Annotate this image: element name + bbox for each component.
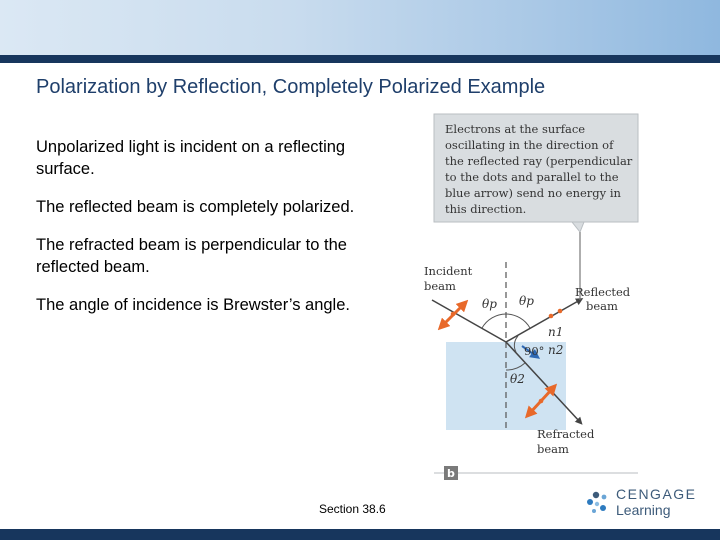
n2-label: n2: [548, 343, 564, 357]
logo-wordmark-line1: CENGAGE: [616, 486, 697, 502]
bullet-item: The reflected beam is completely polarized.: [36, 198, 355, 216]
n1-label: n1: [548, 325, 564, 339]
incident-polarization-dot: [451, 312, 456, 317]
callout-line: blue arrow) send no energy in: [445, 186, 621, 200]
callout-line: oscillating in the direction of: [445, 138, 614, 152]
refracted-polarization-dot: [539, 399, 544, 404]
reflected-polarization-dot: [558, 309, 563, 314]
reflected-beam-label: Reflected beam: [575, 285, 631, 313]
callout-line: Electrons at the surface: [445, 122, 586, 136]
bullet-item: The refracted beam is perpendicular to the reflected beam.: [36, 236, 347, 276]
callout-line: the reflected ray (perpendicular: [445, 154, 633, 168]
top-banner: [0, 0, 720, 55]
right-angle-label: 90°: [524, 344, 545, 358]
theta-p-right-label: θp: [519, 294, 534, 308]
bullet-list: [36, 136, 366, 332]
bottom-rule: [0, 529, 720, 540]
theta-p-reflected-arc: [506, 314, 530, 328]
theta-2-label: θ2: [510, 372, 525, 386]
section-label: Section 38.6: [319, 502, 386, 516]
logo-wordmark-line2: Learning: [616, 502, 671, 518]
refracted-beam-label: Refracted beam: [537, 427, 595, 456]
callout-pointer: [572, 222, 584, 232]
bullet-item: The angle of incidence is Brewster’s angle.: [36, 296, 350, 314]
cengage-dots-icon: [584, 488, 612, 518]
top-rule: [0, 55, 720, 63]
cengage-logo: [584, 484, 714, 520]
reflected-polarization-dot: [549, 314, 554, 319]
figure-svg: [412, 112, 652, 484]
reflected-ray: [506, 300, 580, 342]
brewster-angle-figure: [412, 112, 652, 484]
panel-label: b: [447, 467, 455, 480]
callout-line: to the dots and parallel to the: [445, 170, 619, 184]
callout-line: this direction.: [445, 202, 527, 216]
incident-beam-label: Incident beam: [424, 264, 473, 293]
theta-p-left-label: θp: [482, 297, 497, 311]
bullet-item: Unpolarized light is incident on a reflecting surface.: [36, 138, 346, 178]
theta-p-incident-arc: [482, 314, 506, 328]
slide-title: Polarization by Reflection, Completely Polarized Example: [36, 76, 546, 98]
